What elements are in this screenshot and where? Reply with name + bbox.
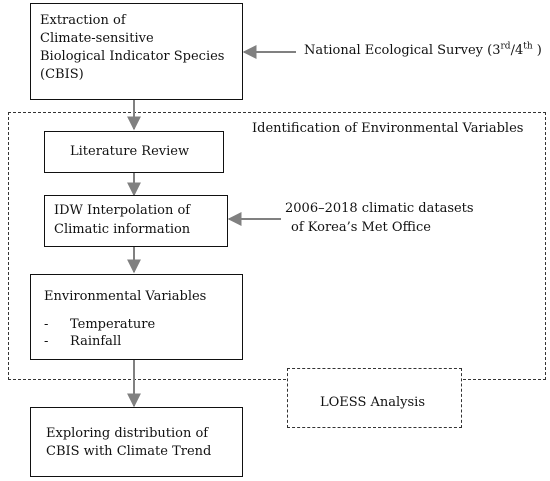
survey-suffix: ) xyxy=(532,43,542,58)
literature-review-label: Literature Review xyxy=(70,144,190,159)
exploring-line-1: Exploring distribution of xyxy=(46,426,209,441)
survey-sup-rd: rd xyxy=(500,41,511,52)
extraction-line-3: Biological Indicator Species xyxy=(40,49,225,64)
extraction-line-1: Extraction of xyxy=(40,13,126,28)
idw-line-2: Climatic information xyxy=(54,222,191,237)
extraction-line-2: Climate-sensitive xyxy=(40,31,154,46)
region-title: Identification of Environmental Variables xyxy=(252,121,524,136)
survey-sup-th: th xyxy=(523,41,533,52)
env-item-2-dash: - xyxy=(44,334,49,349)
survey-mid: /4 xyxy=(510,43,524,58)
national-survey-label xyxy=(304,42,542,60)
extraction-line-4: (CBIS) xyxy=(40,67,84,82)
env-item-1-dash: - xyxy=(44,317,49,332)
env-item-1-label: Temperature xyxy=(70,317,156,332)
env-title: Environmental Variables xyxy=(44,289,207,304)
idw-line-1: IDW Interpolation of xyxy=(54,203,191,218)
loess-analysis-label: LOESS Analysis xyxy=(320,395,426,410)
env-item-2-label: Rainfall xyxy=(70,334,122,349)
datasets-line-2: of Korea’s Met Office xyxy=(291,220,431,235)
survey-prefix: National Ecological Survey (3 xyxy=(304,43,501,58)
exploring-line-2: CBIS with Climate Trend xyxy=(46,444,212,459)
datasets-line-1: 2006–2018 climatic datasets xyxy=(285,201,474,216)
